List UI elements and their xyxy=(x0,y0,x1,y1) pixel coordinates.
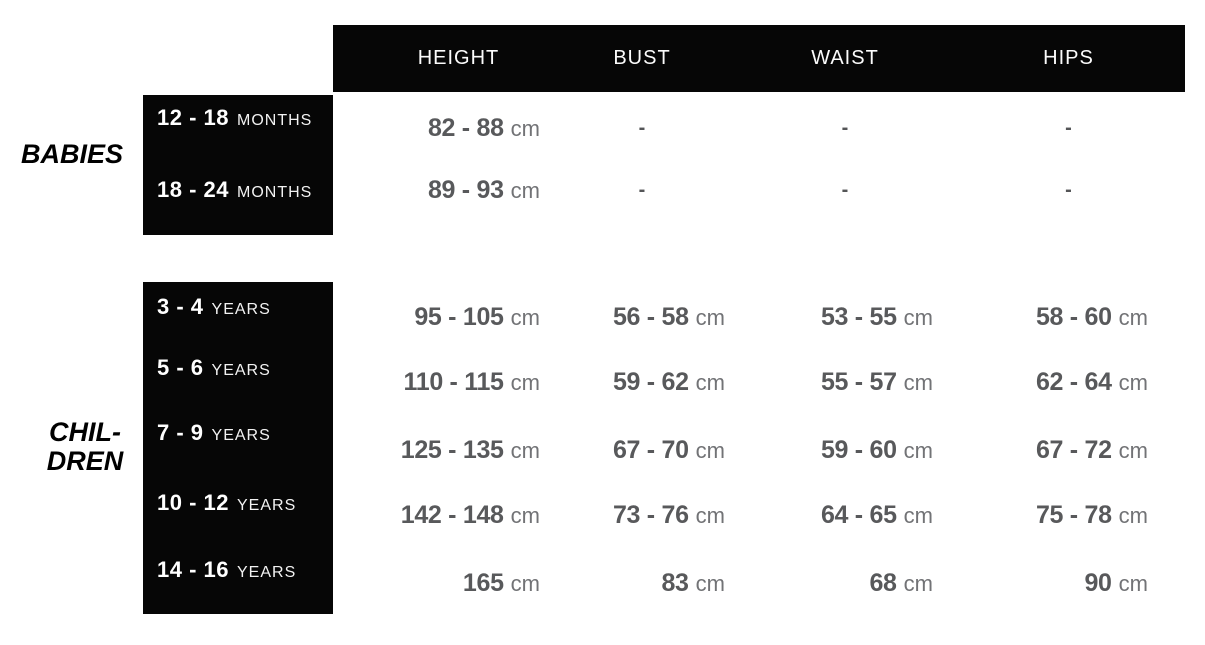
table-header-bar xyxy=(333,25,1185,92)
size-label xyxy=(157,490,296,516)
waist-cell: 53 - 55 cm xyxy=(820,303,933,331)
section-title-babies: BABIES xyxy=(20,139,123,169)
table-row xyxy=(333,433,1185,467)
height-cell: 82 - 88 cm xyxy=(427,114,540,142)
column-header-hips: HIPS xyxy=(1043,47,1094,69)
size-label xyxy=(157,420,271,446)
bust-cell: 83 cm xyxy=(661,569,725,597)
size-unit: YEARS xyxy=(237,564,297,581)
hips-cell: 75 - 78 cm xyxy=(1035,501,1148,529)
bust-cell: 59 - 62 cm xyxy=(612,368,725,396)
size-unit: MONTHS xyxy=(237,184,313,201)
size-unit: YEARS xyxy=(211,301,271,318)
size-unit: YEARS xyxy=(237,497,297,514)
size-range: 3 - 4 xyxy=(157,294,204,319)
hips-cell: 67 - 72 cm xyxy=(1035,436,1148,464)
height-cell: 142 - 148 cm xyxy=(400,501,540,529)
size-label xyxy=(157,105,312,131)
section-title-children-line1: CHIL- xyxy=(49,417,121,447)
height-cell: 110 - 115 cm xyxy=(403,368,540,396)
hips-cell: 58 - 60 cm xyxy=(1035,303,1148,331)
column-header-waist: WAIST xyxy=(811,47,879,69)
bust-cell: 73 - 76 cm xyxy=(612,501,725,529)
size-unit: MONTHS xyxy=(237,112,313,129)
children-label-box xyxy=(143,282,333,614)
height-cell: 125 - 135 cm xyxy=(400,436,540,464)
size-label xyxy=(157,177,312,203)
size-range: 12 - 18 xyxy=(157,105,229,130)
waist-cell: - xyxy=(841,117,849,139)
table-row xyxy=(333,566,1185,600)
size-range: 10 - 12 xyxy=(157,490,229,515)
hips-cell: 62 - 64 cm xyxy=(1035,368,1148,396)
bust-cell: 67 - 70 cm xyxy=(612,436,725,464)
waist-cell: 64 - 65 cm xyxy=(820,501,933,529)
waist-cell: 59 - 60 cm xyxy=(820,436,933,464)
table-row xyxy=(333,173,1185,207)
size-range: 5 - 6 xyxy=(157,355,204,380)
height-cell: 165 cm xyxy=(462,569,540,597)
size-label xyxy=(157,557,296,583)
waist-cell: 68 cm xyxy=(869,569,933,597)
size-unit: YEARS xyxy=(211,427,271,444)
table-row xyxy=(333,300,1185,334)
height-cell: 89 - 93 cm xyxy=(427,176,540,204)
hips-cell: - xyxy=(1065,117,1072,139)
waist-cell: - xyxy=(841,179,849,201)
bust-cell: - xyxy=(638,179,646,201)
size-unit: YEARS xyxy=(211,362,271,379)
table-row xyxy=(333,365,1185,399)
size-label xyxy=(157,355,271,381)
size-range: 18 - 24 xyxy=(157,177,229,202)
size-range: 7 - 9 xyxy=(157,420,204,445)
babies-label-box xyxy=(143,95,333,235)
bust-cell: 56 - 58 cm xyxy=(612,303,725,331)
table-row xyxy=(333,498,1185,532)
bust-cell: - xyxy=(638,117,646,139)
column-header-height: HEIGHT xyxy=(417,47,500,69)
size-label xyxy=(157,294,271,320)
waist-cell: 55 - 57 cm xyxy=(820,368,933,396)
table-row xyxy=(333,111,1185,145)
hips-cell: 90 cm xyxy=(1084,569,1148,597)
height-cell: 95 - 105 cm xyxy=(414,303,540,331)
section-title-children xyxy=(20,418,150,476)
column-header-bust: BUST xyxy=(613,47,671,69)
section-title-children-line2: DREN xyxy=(46,446,124,476)
hips-cell: - xyxy=(1065,179,1072,201)
size-range: 14 - 16 xyxy=(157,557,229,582)
